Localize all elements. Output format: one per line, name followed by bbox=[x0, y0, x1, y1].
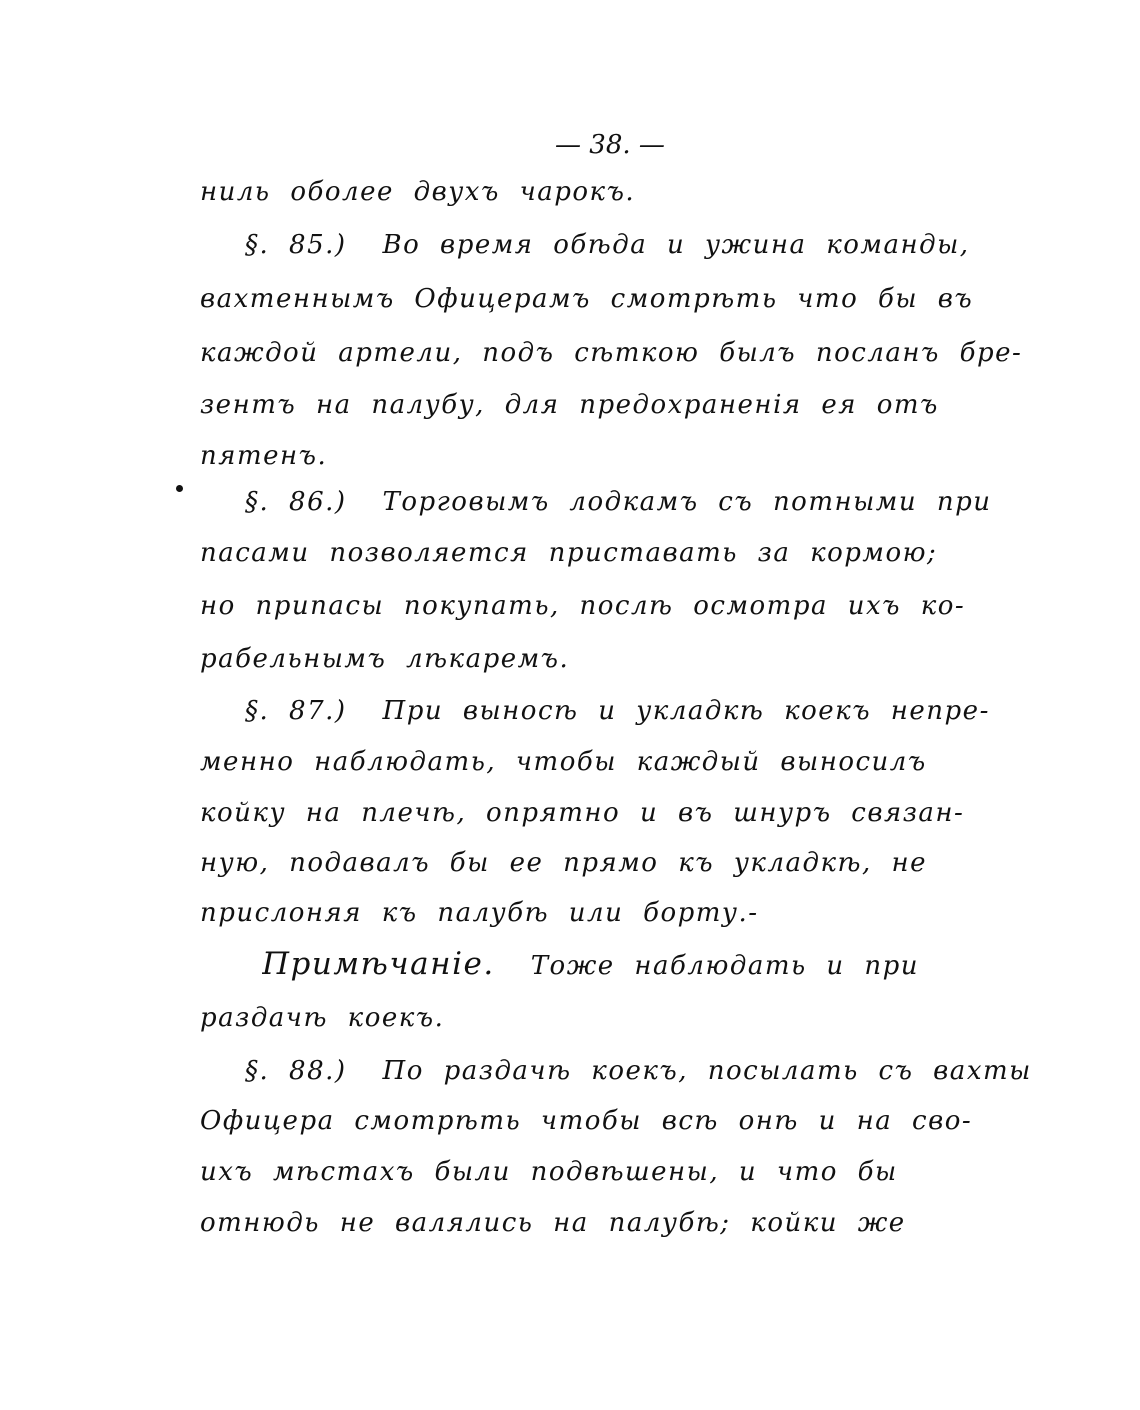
line-text: Тоже наблюдать и при bbox=[530, 951, 920, 981]
line-text: пасами позволяется приставать за кормою; bbox=[200, 538, 938, 568]
text-line bbox=[245, 1051, 1045, 1091]
text-line bbox=[200, 793, 1045, 833]
line-text: рабельнымъ лѣкаремъ. bbox=[200, 644, 570, 674]
text-line bbox=[200, 843, 1045, 883]
text-line bbox=[245, 225, 1045, 265]
section-number: §. 86.) bbox=[245, 487, 347, 517]
line-text: отнюдь не валялись на палубѣ; койки же bbox=[200, 1208, 906, 1238]
text-line bbox=[200, 333, 1045, 373]
line-text: ную, подавалъ бы ее прямо къ укладкѣ, не bbox=[200, 848, 927, 878]
text-line bbox=[200, 279, 1045, 319]
margin-dot bbox=[176, 485, 183, 492]
text-line bbox=[200, 533, 1045, 573]
text-line bbox=[200, 586, 1045, 626]
text-line bbox=[200, 1203, 1045, 1243]
line-text: Торговымъ лодкамъ съ потными при bbox=[382, 487, 992, 517]
note-label: Примѣчаніе. bbox=[262, 946, 495, 982]
text-line bbox=[245, 482, 1045, 522]
text-line bbox=[200, 385, 1045, 425]
text-line bbox=[262, 944, 1045, 986]
line-text: Во время обѣда и ужина команды, bbox=[382, 230, 970, 260]
text-line bbox=[200, 1101, 1045, 1141]
text-line bbox=[200, 998, 1045, 1038]
page-number: — 38. — bbox=[555, 130, 665, 160]
line-text: Офицера смотрѣть чтобы всѣ онѣ и на сво- bbox=[200, 1106, 973, 1136]
text-line bbox=[200, 742, 1045, 782]
line-text: но припасы покупать, послѣ осмотра ихъ ко- bbox=[200, 591, 966, 621]
line-text: менно наблюдать, чтобы каждый выносилъ bbox=[200, 747, 927, 777]
line-text: ниль оболее двухъ чарокъ. bbox=[200, 177, 636, 207]
text-line bbox=[200, 172, 1045, 212]
line-text: койку на плечѣ, опрятно и въ шнуръ связан- bbox=[200, 798, 965, 828]
line-text: прислоняя къ палубѣ или борту.- bbox=[200, 898, 759, 928]
section-number: §. 88.) bbox=[245, 1056, 347, 1086]
line-text: вахтеннымъ Офицерамъ смотрѣть что бы въ bbox=[200, 284, 974, 314]
line-text: ихъ мѣстахъ были подвѣшены, и что бы bbox=[200, 1157, 898, 1187]
line-text: пятенъ. bbox=[200, 441, 328, 471]
text-line bbox=[200, 639, 1045, 679]
text-line bbox=[200, 436, 1045, 476]
line-text: раздачѣ коекъ. bbox=[200, 1003, 445, 1033]
section-number: §. 85.) bbox=[245, 230, 347, 260]
line-text: При выносѣ и укладкѣ коекъ непре- bbox=[382, 696, 990, 726]
line-text: зентъ на палубу, для предохраненія ея отъ bbox=[200, 390, 939, 420]
section-number: §. 87.) bbox=[245, 696, 347, 726]
line-text: По раздачѣ коекъ, посылать съ вахты bbox=[382, 1056, 1032, 1086]
text-line bbox=[245, 691, 1045, 731]
line-text: каждой артели, подъ сѣткою былъ посланъ бре- bbox=[200, 338, 1023, 368]
text-line bbox=[200, 893, 1045, 933]
text-line bbox=[200, 1152, 1045, 1192]
